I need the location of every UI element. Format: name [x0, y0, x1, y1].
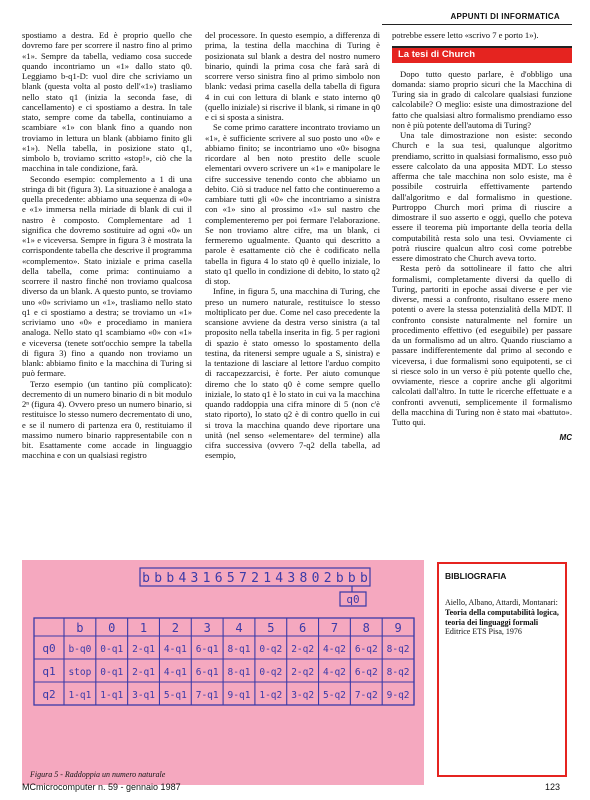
tape-symbol: 6 — [214, 571, 223, 586]
paragraph: Secondo esempio: complemento a 1 di una stringa di bit (figura 3). La situazione è analoga a quella precedente: abbiamo una sequenza di «0» e «1» immersa nella miriade di blank di cui il nastro è composto. Complementare ad 1 significa che dovremo sostituire ad ogni «0» un «1» e viceversa. Sempre in figura 3 è mostrata la corrispondente tabella che descrive il programma «complemento». Stato iniziale e prima casella della tabella, come prima: continuiamo a scorrere il nastro finché non troviamo qualcosa diverso da un blank. A questo punto, se troviamo uno «0» scriviamo un «1», trasliamo nello stato q1 e ci spostiamo a destra; se troviamo un «1» scriviamo uno «0» e procediamo in maniera analoga. Nello stato q1 scambiamo «0» con «1» e viceversa (tenete sott'occhio sempre la tabella di figura 3) fino a quando non troviamo un blank: abbiamo finito e la macchina di Turing si può fermare. — [22, 173, 192, 379]
column-header: 0 — [108, 621, 116, 635]
table-cell: 0-q2 — [259, 667, 283, 678]
tape-symbol: b — [335, 571, 344, 586]
table-cell: 1-q2 — [259, 690, 283, 701]
footer-magazine: MCmicrocomputer n. 59 - gennaio 1987 — [22, 782, 181, 792]
column-header: 3 — [203, 621, 211, 635]
table-cell: 4-q1 — [163, 644, 187, 655]
table-cell: 6-q1 — [195, 644, 219, 655]
head-state: q0 — [346, 593, 360, 606]
column-header: b — [76, 621, 84, 635]
column-3 — [392, 30, 572, 444]
column-1 — [22, 30, 192, 461]
table-cell: 3-q1 — [132, 690, 155, 701]
bibliography-publisher: Editrice ETS Pisa, 1976 — [445, 627, 522, 636]
figure-caption: Figura 5 - Raddoppia un numero naturale — [30, 770, 166, 779]
table-cell: 1-q1 — [100, 690, 124, 701]
paragraph: Terzo esempio (un tantino più complicato): decremento di un numero binario di n bit modulo 2ⁿ (figura 4). Ovvero preso un numero binario, si restituisce lo stesso numero decrementato di uno, e se il numero di partenza era 0, restituiamo il massimo numero binario rappresentabile con n bit. Esattamente come accade in linguaggio macchina e con un qualsiasi registro — [22, 378, 192, 461]
paragraph: Una tale dimostrazione non esiste: secondo Church e la sua tesi, qualunque algoritmo prendiamo, scritto in qualsiasi formalismo, esso può essere calcolato da una apposita MDT. Lo stesso afferma che tale macchina non solo esiste, ma è possibile costruirla effettivamente partendo dall'algoritmo e dal formalismo in questione. Purtroppo Church morì prima di riuscire a dimostrare il suo asserto e oggi, quello che poteva essere il teorema più importante della teoria della computabilità resta solo una tesi. Ovviamente ci potrà riuscire qualcun altro così come potrebbe essere dimostrato che Church aveva torto. — [392, 130, 572, 263]
column-header: 4 — [235, 621, 243, 635]
table-cell: 5-q1 — [163, 690, 187, 701]
column-header: 2 — [171, 621, 179, 635]
tape-symbol: b — [347, 571, 356, 586]
paragraph: del processore. In questo esempio, a differenza di prima, la testina della macchina di Turing è posizionata sul blank a destra del nostro numero binario, quindi la prima cosa che farà sarà di scorrere verso sinistra fino al primo simbolo non blank: vedasi prima casella della tabella di figura 4 in cui con lettura di blank e stato interno q0 (quello iniziale) si riscrive il blank, si rimane in q0 e ci si sposta a sinistra. — [205, 30, 380, 122]
table-cell: 4-q2 — [323, 667, 346, 678]
bibliography-title: BIBLIOGRAFIA — [445, 571, 507, 581]
paragraph: Infine, in figura 5, una macchina di Turing, che preso un numero naturale, restituisce lo stesso moltiplicato per due. Come nel caso precedente la scansione avviene da destra verso sinistra (a tal proposito nella tabella inserita in fig. 5 per ragioni di spazio è stato omesso lo spostamento della testina, da ritenersi sempre uguale a S, sinistra) e la tentazione di lasciare al lettore l'arduo compito di raccapezzarcisi, è forte. Per aiuto comunque diremo che lo stato q0 è come sempre quello iniziale, lo stato q1 è lo stato in cui va la macchina quando raddoppia una cifra minore di 5 (non c'è stato riporto), lo stato q2 è di contro quello in cui si trova la macchina quando deve riportare una unità (nel senso «elementare» del termine) alla cifra successiva (ovvero 7-q2 della tabella, ad esempio, — [205, 286, 380, 461]
page-number: 123 — [544, 782, 560, 792]
table-cell: 4-q1 — [163, 667, 187, 678]
table-cell: 3-q2 — [291, 690, 315, 701]
tape-symbol: b — [166, 571, 175, 586]
table-cell: 8-q2 — [386, 644, 410, 655]
tape-symbol: b — [142, 571, 150, 586]
table-cell: 0-q1 — [100, 667, 124, 678]
tape-symbol: 0 — [311, 571, 320, 586]
table-cell: b-q0 — [68, 644, 92, 655]
column-header: 9 — [394, 621, 402, 635]
section-header: APPUNTI DI INFORMATICA — [450, 12, 560, 21]
paragraph: Dopo tutto questo parlare, è d'obbligo una domanda: siamo proprio sicuri che la Macchina di Turing sia in grado di calcolare qualsiasi funzione calcolabile? O meglio: esiste una dimostrazione del fatto che qualsiasi altro formalismo prendiamo esso non è più potente dell'automa di Turing? — [392, 68, 572, 130]
table-cell: 8-q2 — [386, 667, 410, 678]
paragraph: potrebbe essere letto «scrivo 7 e porto 1»). — [392, 30, 539, 40]
row-state: q0 — [42, 642, 56, 655]
table-cell: 6-q2 — [354, 644, 378, 655]
table-cell: 2-q2 — [291, 667, 315, 678]
table-cell: 8-q1 — [227, 644, 251, 655]
tape-symbol: 3 — [287, 571, 296, 586]
table-cell: 6-q2 — [354, 667, 378, 678]
table-cell: 9-q2 — [386, 690, 410, 701]
table-cell: 5-q2 — [323, 690, 346, 701]
column-2 — [205, 30, 380, 461]
table-cell: 8-q1 — [227, 667, 251, 678]
table-cell: 7-q2 — [354, 690, 378, 701]
tape-symbol: 5 — [226, 571, 235, 586]
table-cell: 2-q1 — [132, 644, 155, 655]
table-cell: 0-q1 — [100, 644, 124, 655]
table-cell: 7-q1 — [195, 690, 219, 701]
column-header: 7 — [330, 621, 339, 635]
turing-table-drawing — [22, 560, 424, 785]
bibliography-box — [437, 562, 567, 777]
column-header: 1 — [139, 621, 148, 635]
tape-symbol: 7 — [238, 571, 247, 586]
table-cell: 0-q2 — [259, 644, 283, 655]
tape-symbol: 3 — [190, 571, 199, 586]
row-state: q1 — [42, 665, 56, 678]
tape-symbol: 1 — [202, 571, 211, 586]
tape-symbol: 2 — [251, 571, 259, 586]
tape-symbol: 4 — [275, 571, 284, 586]
table-cell: 2-q2 — [291, 644, 315, 655]
tape-symbol: b — [360, 571, 368, 586]
section-title: La tesi di Church — [392, 46, 572, 62]
column-header: 5 — [267, 621, 275, 635]
column-header: 6 — [299, 621, 307, 635]
table-cell: 6-q1 — [195, 667, 219, 678]
table-cell: 4-q2 — [323, 644, 346, 655]
table-cell: 9-q1 — [227, 690, 251, 701]
tape-symbol: b — [154, 571, 163, 586]
bibliography-book: Teoria della computabilità logica, teoria dei linguaggi formali — [445, 608, 559, 627]
column-header: 8 — [362, 621, 370, 635]
end-mark: MC — [559, 433, 572, 443]
header-rule — [382, 24, 572, 25]
tape-symbol: 4 — [178, 571, 187, 586]
row-state: q2 — [42, 688, 56, 701]
paragraph: Resta però da sottolineare il fatto che altri formalismi, completamente diversi da quello di Turing, partoriti in epoche assai diverse e per vie diverse, messi a confronto, risultano essere meno potenti o avere la stessa potenzialità della MDT. Il confronto consiste naturalmente nel fornire un procedimento effettivo (ed eseguibile) per passare da un formalismo ad un altro. Quando riusciamo a passare indifferentemente dal primo al secondo e viceversa, i due formalismi sono equipotenti, se ci si riesce solo in un verso è più potente quello che, ovviamente, riesce a coprire anche gli algoritmi calcolati dall'altro. In tutte le ricerche effettuate e a confronti avvenuti, semplicemente il formalismo della macchina di Turing non è stato mai «battuto». Tutto qui. — [392, 263, 572, 427]
figure-5 — [22, 560, 424, 785]
paragraph: spostiamo a destra. Ed è proprio quello che dovremo fare per scorrere il nastro fino al primo «1». Sempre da tabella, vediamo cosa succede quando incontriamo un «1» dallo stato q0. Leggiamo b-q1-D: vuol dire che scriviamo un blank (questa volta al posto dell'«1») trasliamo nello stato q1 (inizia la seconda fase, di cancellamento) e ci spostiamo a destra. In tale stato, sempre come da tabella, continuiamo a scambiare «1» con blank fino a quando non troviamo in lettura un blank (abbiamo finito gli «1»). Nella tabella, in posizione stato q1, simbolo b, troviamo scritto «stop!», ciò che la macchina in tale condizione, farà. — [22, 30, 192, 174]
table-cell: stop — [68, 667, 92, 678]
table-cell: 1-q1 — [68, 690, 92, 701]
table-cell: 2-q1 — [132, 667, 155, 678]
tape-symbol: 8 — [299, 571, 308, 586]
tape-symbol: 1 — [263, 571, 272, 586]
tape-symbol: 2 — [323, 571, 332, 586]
paragraph: Se come primo carattere incontrato troviamo un «1», è sufficiente scrivere al suo posto uno «0» e abbiamo finito; se incontriamo uno «0» bisogna ricordare al ben noto prestito delle scuole elementari ovvero scrivere un «1» e manipolare le cifre successive tenendo conto che abbiamo un debito. Ciò si traduce nel fatto che continueremo a cambiare tutti gli «0» che incontriamo a sinistra con «1» sino al prossimo «1» sul nastro che complementeremo per poi fermare l'elaborazione. Se non troviamo altre cifre, ma un blank, ci fermeremo ugualmente. Quanto qui descritto a parole è esattamente ciò che è codificato nella tabella in figura 4 lo stato q0 è quello iniziale, lo stato q1 quello in condizione di debito, lo stato q2 di stop. — [205, 122, 380, 286]
bibliography-authors: Aiello, Albano, Attardi, Montanari: — [445, 597, 558, 607]
